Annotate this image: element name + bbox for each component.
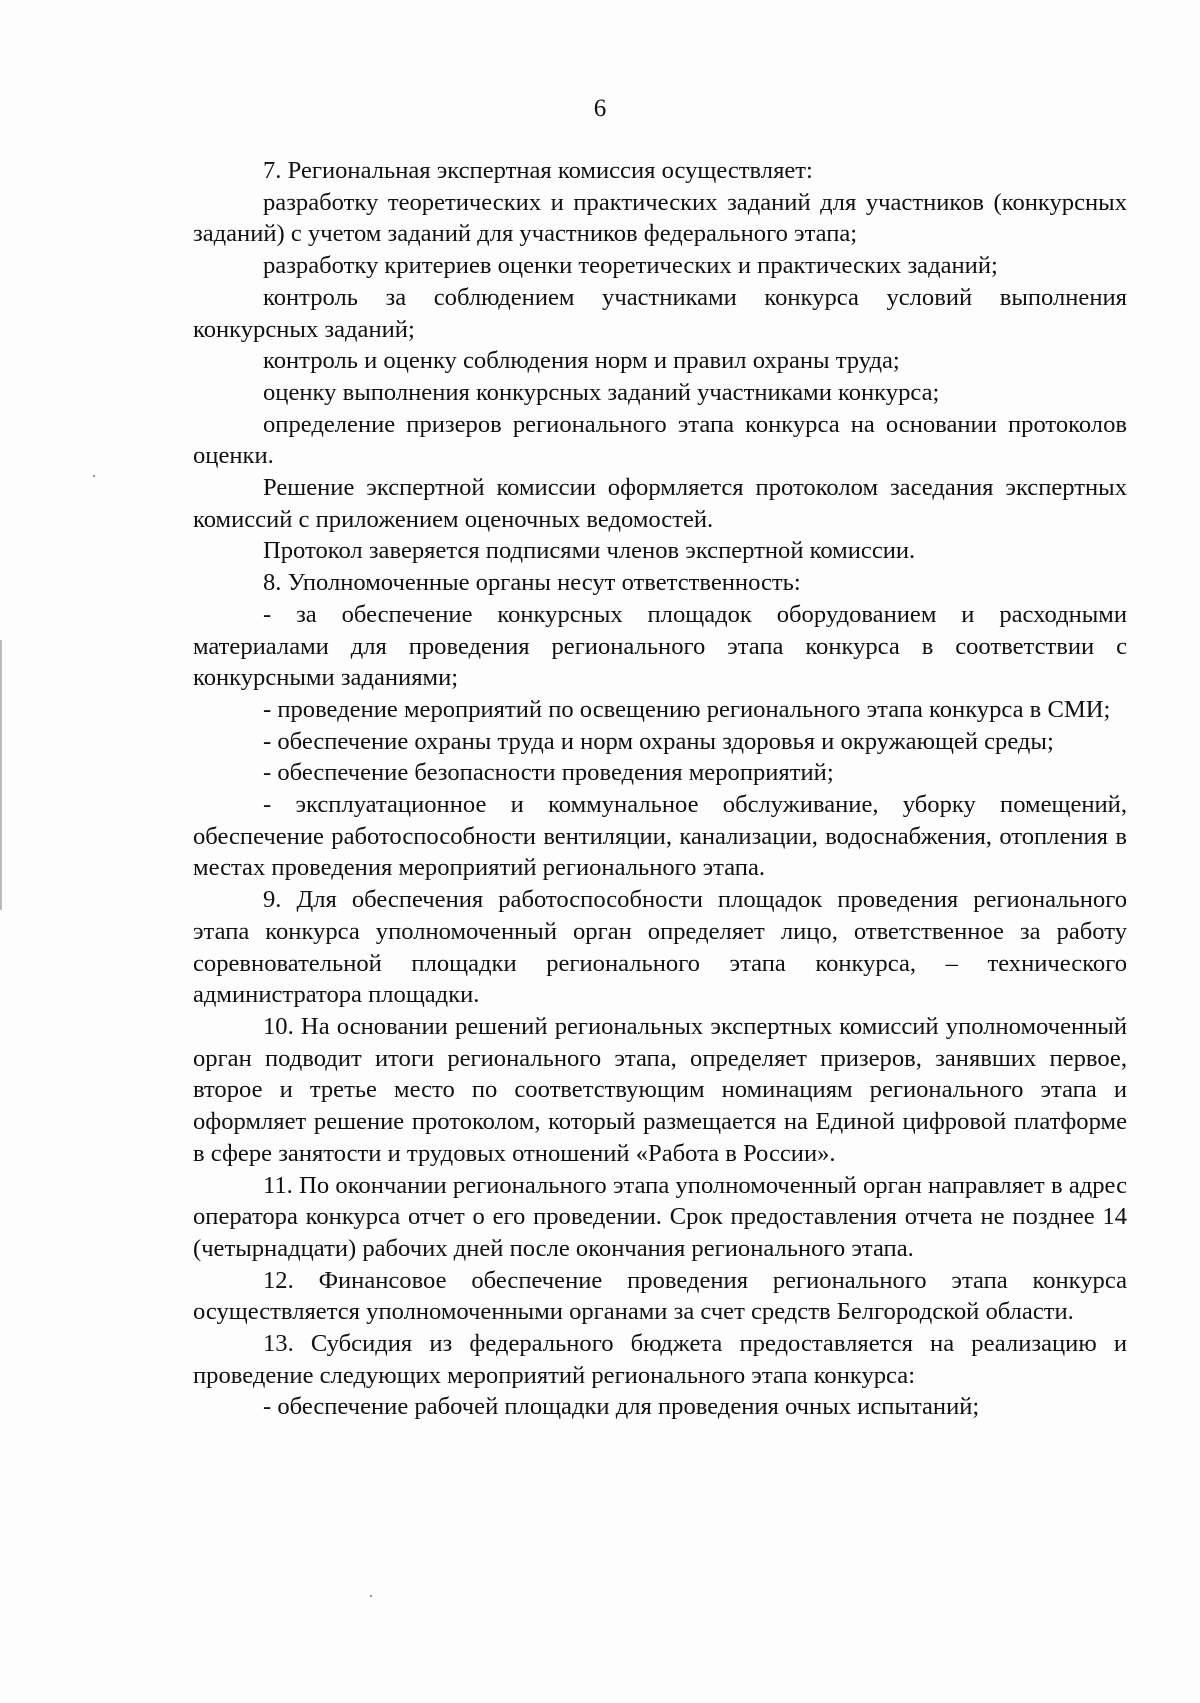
paragraph: 8. Уполномоченные органы несут ответственность: [263, 569, 801, 597]
paragraph: разработку критериев оценки теоретических и практических заданий; [263, 252, 998, 280]
paragraph: определение призеров регионального этапа конкурса на основании протоколов оценки. [193, 410, 1127, 470]
paragraph: Протокол заверяется подписями членов экспертной комиссии. [263, 537, 916, 565]
paragraph: 10. На основании решений региональных экспертных комиссий уполномоченный орган подводит итоги регионального этапа, определяет призеров, занявших первое, второе и третье место по соответствующим номинациям регионального этапа и оформляет решение протоколом, который размещается на Единой цифровой платформе в сфере занятости и трудовых отношений «Работа в России». [193, 1012, 1127, 1167]
paragraph: 12. Финансовое обеспечение проведения регионального этапа конкурса осуществляется уполномоченными органами за счет средств Белгородской области. [193, 1266, 1127, 1326]
paragraph: разработку теоретических и практических заданий для участников (конкурсных заданий) с учетом заданий для участников федерального этапа; [193, 188, 1127, 248]
page-number: 6 [593, 95, 607, 122]
paragraph: - обеспечение рабочей площадки для проведения очных испытаний; [263, 1393, 980, 1421]
paragraph: Решение экспертной комиссии оформляется протоколом заседания экспертных комиссий с приложением оценочных ведомостей. [193, 474, 1127, 533]
paragraph: 13. Субсидия из федерального бюджета предоставляется на реализацию и проведение следующих мероприятий регионального этапа конкурса: [193, 1330, 1127, 1389]
paragraph: контроль и оценку соблюдения норм и правил охраны труда; [263, 347, 900, 375]
scan-speck [93, 475, 95, 477]
paragraph: 7. Региональная экспертная комиссия осуществляет: [263, 157, 813, 184]
paragraph: оценку выполнения конкурсных заданий участниками конкурса; [263, 378, 940, 406]
document-body [193, 155, 1127, 1423]
paragraph: - за обеспечение конкурсных площадок оборудованием и расходными материалами для проведения регионального этапа конкурса в соответствии с конкурсными заданиями; [193, 600, 1127, 692]
scan-speck [370, 1595, 372, 1597]
paragraph: 11. По окончании регионального этапа уполномоченный орган направляет в адрес оператора конкурса отчет о его проведении. Срок предоставления отчета не позднее 14 (четырнадцати) рабочих дней после окончания регионального этапа. [193, 1171, 1127, 1262]
paragraph: - проведение мероприятий по освещению регионального этапа конкурса в СМИ; [263, 695, 1111, 723]
paragraph: - обеспечение безопасности проведения мероприятий; [263, 759, 834, 787]
paragraph: - эксплуатационное и коммунальное обслуживание, уборку помещений, обеспечение работоспособности вентиляции, канализации, водоснабжения, отопления в местах проведения мероприятий регионального этапа. [193, 791, 1127, 882]
scan-edge-line [0, 640, 2, 910]
paragraph: - обеспечение охраны труда и норм охраны здоровья и окружающей среды; [263, 727, 1054, 755]
paragraph: контроль за соблюдением участниками конкурса условий выполнения конкурсных заданий; [193, 283, 1127, 343]
paragraph: 9. Для обеспечения работоспособности площадок проведения регионального этапа конкурса уполномоченный орган определяет лицо, ответственное за работу соревновательной площадки регионального этапа конкурса, – технического администратора площадки. [193, 886, 1127, 1009]
